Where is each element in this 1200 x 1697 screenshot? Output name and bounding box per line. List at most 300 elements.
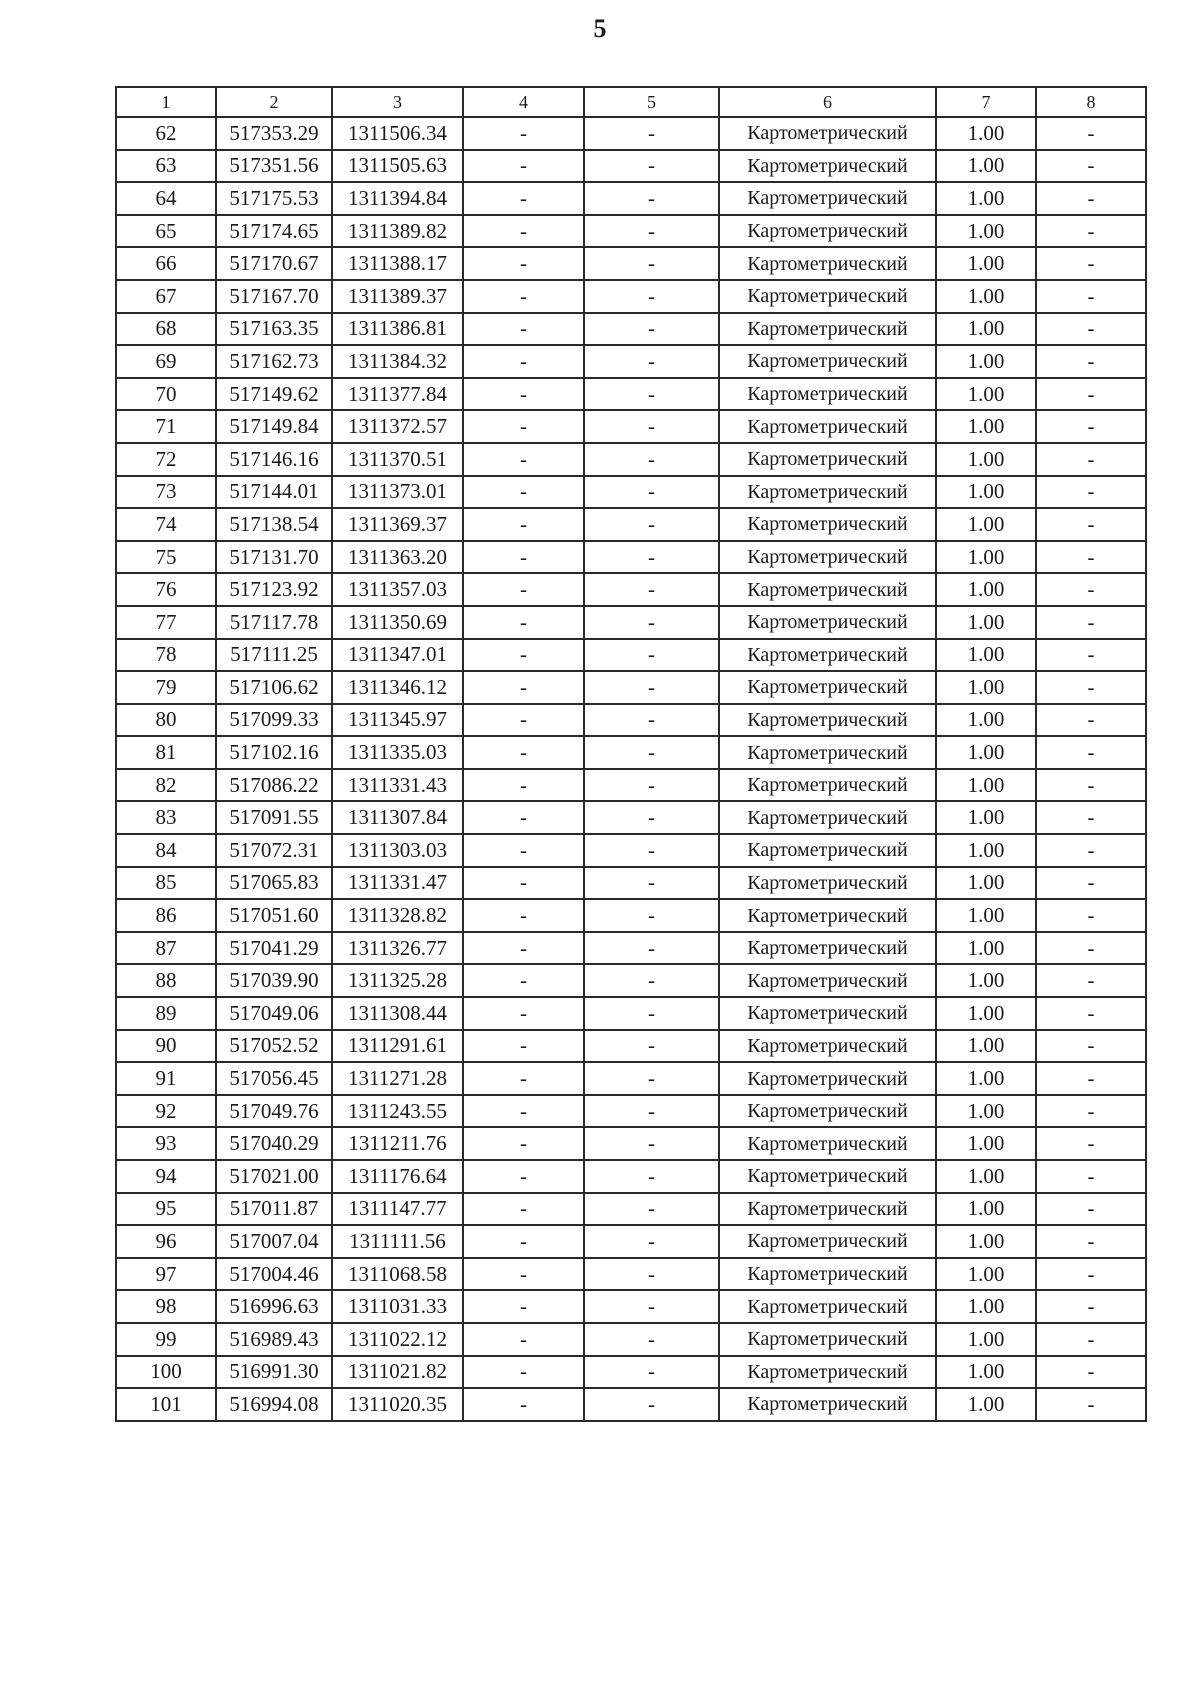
column-4-cell: - (463, 867, 584, 900)
method-cell: Картометрический (719, 801, 936, 834)
column-4-cell: - (463, 606, 584, 639)
x-coordinate-cell: 517174.65 (216, 215, 332, 248)
method-cell: Картометрический (719, 704, 936, 737)
column-8-cell: - (1036, 606, 1146, 639)
accuracy-cell: 1.00 (936, 932, 1036, 965)
column-8-cell: - (1036, 1193, 1146, 1226)
y-coordinate-cell: 1311021.82 (332, 1356, 463, 1389)
table-row (116, 704, 1146, 737)
method-cell: Картометрический (719, 150, 936, 183)
accuracy-cell: 1.00 (936, 997, 1036, 1030)
column-8-cell: - (1036, 769, 1146, 802)
point-number-cell: 70 (116, 378, 216, 411)
x-coordinate-cell: 517086.22 (216, 769, 332, 802)
coordinates-table (115, 86, 1147, 1422)
point-number-cell: 72 (116, 443, 216, 476)
y-coordinate-cell: 1311373.01 (332, 476, 463, 509)
x-coordinate-cell: 517011.87 (216, 1193, 332, 1226)
column-8-cell: - (1036, 1030, 1146, 1063)
y-coordinate-cell: 1311505.63 (332, 150, 463, 183)
point-number-cell: 78 (116, 639, 216, 672)
column-8-cell: - (1036, 899, 1146, 932)
column-5-cell: - (584, 1290, 719, 1323)
method-cell: Картометрический (719, 867, 936, 900)
y-coordinate-cell: 1311022.12 (332, 1323, 463, 1356)
column-5-cell: - (584, 1030, 719, 1063)
point-number-cell: 89 (116, 997, 216, 1030)
point-number-cell: 80 (116, 704, 216, 737)
column-4-cell: - (463, 1062, 584, 1095)
accuracy-cell: 1.00 (936, 541, 1036, 574)
column-4-cell: - (463, 769, 584, 802)
accuracy-cell: 1.00 (936, 899, 1036, 932)
method-cell: Картометрический (719, 1290, 936, 1323)
table-row (116, 215, 1146, 248)
column-8-cell: - (1036, 280, 1146, 313)
x-coordinate-cell: 517072.31 (216, 834, 332, 867)
point-number-cell: 90 (116, 1030, 216, 1063)
column-header-5: 5 (584, 87, 719, 117)
x-coordinate-cell: 517131.70 (216, 541, 332, 574)
column-5-cell: - (584, 932, 719, 965)
table-row (116, 573, 1146, 606)
method-cell: Картометрический (719, 1095, 936, 1128)
table-row (116, 378, 1146, 411)
x-coordinate-cell: 517049.06 (216, 997, 332, 1030)
x-coordinate-cell: 516996.63 (216, 1290, 332, 1323)
column-8-cell: - (1036, 704, 1146, 737)
column-8-cell: - (1036, 313, 1146, 346)
y-coordinate-cell: 1311331.47 (332, 867, 463, 900)
x-coordinate-cell: 517351.56 (216, 150, 332, 183)
table-row (116, 476, 1146, 509)
column-8-cell: - (1036, 378, 1146, 411)
column-5-cell: - (584, 410, 719, 443)
x-coordinate-cell: 517021.00 (216, 1160, 332, 1193)
point-number-cell: 66 (116, 247, 216, 280)
column-8-cell: - (1036, 573, 1146, 606)
table-row (116, 508, 1146, 541)
point-number-cell: 101 (116, 1388, 216, 1421)
x-coordinate-cell: 517091.55 (216, 801, 332, 834)
accuracy-cell: 1.00 (936, 834, 1036, 867)
y-coordinate-cell: 1311303.03 (332, 834, 463, 867)
method-cell: Картометрический (719, 671, 936, 704)
accuracy-cell: 1.00 (936, 410, 1036, 443)
accuracy-cell: 1.00 (936, 313, 1036, 346)
column-5-cell: - (584, 639, 719, 672)
point-number-cell: 69 (116, 345, 216, 378)
method-cell: Картометрический (719, 899, 936, 932)
accuracy-cell: 1.00 (936, 1127, 1036, 1160)
point-number-cell: 74 (116, 508, 216, 541)
column-5-cell: - (584, 345, 719, 378)
table-row (116, 899, 1146, 932)
y-coordinate-cell: 1311506.34 (332, 117, 463, 150)
method-cell: Картометрический (719, 476, 936, 509)
column-header-1: 1 (116, 87, 216, 117)
column-4-cell: - (463, 443, 584, 476)
column-5-cell: - (584, 1225, 719, 1258)
point-number-cell: 93 (116, 1127, 216, 1160)
column-5-cell: - (584, 247, 719, 280)
column-5-cell: - (584, 313, 719, 346)
column-5-cell: - (584, 117, 719, 150)
x-coordinate-cell: 517117.78 (216, 606, 332, 639)
y-coordinate-cell: 1311377.84 (332, 378, 463, 411)
column-8-cell: - (1036, 639, 1146, 672)
table-row (116, 1225, 1146, 1258)
column-8-cell: - (1036, 1388, 1146, 1421)
x-coordinate-cell: 517162.73 (216, 345, 332, 378)
table-row (116, 541, 1146, 574)
column-5-cell: - (584, 1323, 719, 1356)
column-4-cell: - (463, 1290, 584, 1323)
x-coordinate-cell: 517149.84 (216, 410, 332, 443)
column-5-cell: - (584, 573, 719, 606)
method-cell: Картометрический (719, 313, 936, 346)
y-coordinate-cell: 1311328.82 (332, 899, 463, 932)
column-4-cell: - (463, 1323, 584, 1356)
y-coordinate-cell: 1311372.57 (332, 410, 463, 443)
column-header-6: 6 (719, 87, 936, 117)
y-coordinate-cell: 1311345.97 (332, 704, 463, 737)
point-number-cell: 82 (116, 769, 216, 802)
x-coordinate-cell: 517049.76 (216, 1095, 332, 1128)
table-row (116, 1356, 1146, 1389)
column-8-cell: - (1036, 215, 1146, 248)
x-coordinate-cell: 517041.29 (216, 932, 332, 965)
column-8-cell: - (1036, 476, 1146, 509)
column-8-cell: - (1036, 443, 1146, 476)
x-coordinate-cell: 517123.92 (216, 573, 332, 606)
column-header-2: 2 (216, 87, 332, 117)
point-number-cell: 98 (116, 1290, 216, 1323)
method-cell: Картометрический (719, 410, 936, 443)
point-number-cell: 73 (116, 476, 216, 509)
point-number-cell: 83 (116, 801, 216, 834)
accuracy-cell: 1.00 (936, 182, 1036, 215)
accuracy-cell: 1.00 (936, 280, 1036, 313)
table-row (116, 801, 1146, 834)
table-row (116, 997, 1146, 1030)
column-4-cell: - (463, 247, 584, 280)
column-8-cell: - (1036, 1095, 1146, 1128)
column-8-cell: - (1036, 150, 1146, 183)
column-5-cell: - (584, 1258, 719, 1291)
accuracy-cell: 1.00 (936, 964, 1036, 997)
y-coordinate-cell: 1311020.35 (332, 1388, 463, 1421)
table-row (116, 410, 1146, 443)
column-5-cell: - (584, 671, 719, 704)
method-cell: Картометрический (719, 769, 936, 802)
column-4-cell: - (463, 378, 584, 411)
x-coordinate-cell: 517170.67 (216, 247, 332, 280)
column-4-cell: - (463, 997, 584, 1030)
point-number-cell: 68 (116, 313, 216, 346)
column-5-cell: - (584, 997, 719, 1030)
table-row (116, 834, 1146, 867)
column-5-cell: - (584, 606, 719, 639)
column-5-cell: - (584, 541, 719, 574)
method-cell: Картометрический (719, 247, 936, 280)
accuracy-cell: 1.00 (936, 736, 1036, 769)
column-header-7: 7 (936, 87, 1036, 117)
table-row (116, 280, 1146, 313)
accuracy-cell: 1.00 (936, 769, 1036, 802)
column-5-cell: - (584, 899, 719, 932)
column-8-cell: - (1036, 1225, 1146, 1258)
x-coordinate-cell: 516989.43 (216, 1323, 332, 1356)
y-coordinate-cell: 1311271.28 (332, 1062, 463, 1095)
x-coordinate-cell: 517056.45 (216, 1062, 332, 1095)
x-coordinate-cell: 517051.60 (216, 899, 332, 932)
table-row (116, 1160, 1146, 1193)
table-row (116, 1258, 1146, 1291)
column-5-cell: - (584, 1388, 719, 1421)
method-cell: Картометрический (719, 639, 936, 672)
method-cell: Картометрический (719, 1225, 936, 1258)
accuracy-cell: 1.00 (936, 508, 1036, 541)
y-coordinate-cell: 1311325.28 (332, 964, 463, 997)
table-row (116, 1388, 1146, 1421)
point-number-cell: 99 (116, 1323, 216, 1356)
x-coordinate-cell: 517039.90 (216, 964, 332, 997)
accuracy-cell: 1.00 (936, 247, 1036, 280)
point-number-cell: 87 (116, 932, 216, 965)
x-coordinate-cell: 517146.16 (216, 443, 332, 476)
y-coordinate-cell: 1311068.58 (332, 1258, 463, 1291)
x-coordinate-cell: 517149.62 (216, 378, 332, 411)
accuracy-cell: 1.00 (936, 704, 1036, 737)
column-4-cell: - (463, 150, 584, 183)
method-cell: Картометрический (719, 1127, 936, 1160)
page-number: 5 (593, 14, 607, 43)
table-row (116, 247, 1146, 280)
x-coordinate-cell: 517099.33 (216, 704, 332, 737)
method-cell: Картометрический (719, 378, 936, 411)
column-4-cell: - (463, 899, 584, 932)
x-coordinate-cell: 517102.16 (216, 736, 332, 769)
y-coordinate-cell: 1311370.51 (332, 443, 463, 476)
method-cell: Картометрический (719, 964, 936, 997)
x-coordinate-cell: 517007.04 (216, 1225, 332, 1258)
column-4-cell: - (463, 117, 584, 150)
column-header-8: 8 (1036, 87, 1146, 117)
table-row (116, 769, 1146, 802)
column-5-cell: - (584, 1127, 719, 1160)
y-coordinate-cell: 1311394.84 (332, 182, 463, 215)
column-5-cell: - (584, 1356, 719, 1389)
table-row (116, 606, 1146, 639)
column-4-cell: - (463, 736, 584, 769)
y-coordinate-cell: 1311243.55 (332, 1095, 463, 1128)
column-header-3: 3 (332, 87, 463, 117)
table-row (116, 345, 1146, 378)
column-4-cell: - (463, 1225, 584, 1258)
column-4-cell: - (463, 801, 584, 834)
method-cell: Картометрический (719, 573, 936, 606)
y-coordinate-cell: 1311369.37 (332, 508, 463, 541)
table-row (116, 150, 1146, 183)
column-4-cell: - (463, 964, 584, 997)
accuracy-cell: 1.00 (936, 801, 1036, 834)
method-cell: Картометрический (719, 345, 936, 378)
column-5-cell: - (584, 508, 719, 541)
method-cell: Картометрический (719, 280, 936, 313)
column-4-cell: - (463, 932, 584, 965)
column-5-cell: - (584, 1160, 719, 1193)
x-coordinate-cell: 517106.62 (216, 671, 332, 704)
column-8-cell: - (1036, 801, 1146, 834)
column-4-cell: - (463, 541, 584, 574)
point-number-cell: 62 (116, 117, 216, 150)
accuracy-cell: 1.00 (936, 1258, 1036, 1291)
accuracy-cell: 1.00 (936, 1388, 1036, 1421)
column-8-cell: - (1036, 508, 1146, 541)
column-4-cell: - (463, 182, 584, 215)
table-row (116, 182, 1146, 215)
table-row (116, 1127, 1146, 1160)
accuracy-cell: 1.00 (936, 215, 1036, 248)
x-coordinate-cell: 517111.25 (216, 639, 332, 672)
method-cell: Картометрический (719, 1356, 936, 1389)
method-cell: Картометрический (719, 117, 936, 150)
column-4-cell: - (463, 1388, 584, 1421)
table-row (116, 1193, 1146, 1226)
table-row (116, 117, 1146, 150)
method-cell: Картометрический (719, 508, 936, 541)
column-5-cell: - (584, 215, 719, 248)
y-coordinate-cell: 1311331.43 (332, 769, 463, 802)
y-coordinate-cell: 1311384.32 (332, 345, 463, 378)
column-5-cell: - (584, 150, 719, 183)
column-8-cell: - (1036, 736, 1146, 769)
x-coordinate-cell: 517353.29 (216, 117, 332, 150)
column-5-cell: - (584, 378, 719, 411)
point-number-cell: 96 (116, 1225, 216, 1258)
column-8-cell: - (1036, 997, 1146, 1030)
table-row (116, 671, 1146, 704)
column-8-cell: - (1036, 345, 1146, 378)
column-8-cell: - (1036, 1356, 1146, 1389)
method-cell: Картометрический (719, 443, 936, 476)
column-8-cell: - (1036, 410, 1146, 443)
column-8-cell: - (1036, 117, 1146, 150)
accuracy-cell: 1.00 (936, 345, 1036, 378)
accuracy-cell: 1.00 (936, 639, 1036, 672)
point-number-cell: 81 (116, 736, 216, 769)
column-4-cell: - (463, 280, 584, 313)
table-row (116, 639, 1146, 672)
column-4-cell: - (463, 671, 584, 704)
point-number-cell: 79 (116, 671, 216, 704)
method-cell: Картометрический (719, 1388, 936, 1421)
column-8-cell: - (1036, 182, 1146, 215)
column-8-cell: - (1036, 247, 1146, 280)
column-4-cell: - (463, 476, 584, 509)
y-coordinate-cell: 1311346.12 (332, 671, 463, 704)
column-8-cell: - (1036, 867, 1146, 900)
method-cell: Картометрический (719, 1323, 936, 1356)
column-header-4: 4 (463, 87, 584, 117)
y-coordinate-cell: 1311350.69 (332, 606, 463, 639)
column-5-cell: - (584, 704, 719, 737)
x-coordinate-cell: 517144.01 (216, 476, 332, 509)
column-5-cell: - (584, 1095, 719, 1128)
accuracy-cell: 1.00 (936, 867, 1036, 900)
table-row (116, 867, 1146, 900)
point-number-cell: 91 (116, 1062, 216, 1095)
y-coordinate-cell: 1311335.03 (332, 736, 463, 769)
x-coordinate-cell: 517065.83 (216, 867, 332, 900)
point-number-cell: 65 (116, 215, 216, 248)
method-cell: Картометрический (719, 1160, 936, 1193)
column-5-cell: - (584, 867, 719, 900)
point-number-cell: 97 (116, 1258, 216, 1291)
y-coordinate-cell: 1311307.84 (332, 801, 463, 834)
y-coordinate-cell: 1311357.03 (332, 573, 463, 606)
accuracy-cell: 1.00 (936, 1030, 1036, 1063)
method-cell: Картометрический (719, 606, 936, 639)
table-row (116, 736, 1146, 769)
point-number-cell: 77 (116, 606, 216, 639)
column-4-cell: - (463, 313, 584, 346)
column-5-cell: - (584, 182, 719, 215)
column-8-cell: - (1036, 1258, 1146, 1291)
accuracy-cell: 1.00 (936, 1323, 1036, 1356)
point-number-cell: 71 (116, 410, 216, 443)
method-cell: Картометрический (719, 1193, 936, 1226)
column-4-cell: - (463, 639, 584, 672)
y-coordinate-cell: 1311363.20 (332, 541, 463, 574)
accuracy-cell: 1.00 (936, 606, 1036, 639)
column-8-cell: - (1036, 1160, 1146, 1193)
point-number-cell: 64 (116, 182, 216, 215)
accuracy-cell: 1.00 (936, 1062, 1036, 1095)
accuracy-cell: 1.00 (936, 1193, 1036, 1226)
table-header-row (116, 87, 1146, 117)
column-8-cell: - (1036, 964, 1146, 997)
column-4-cell: - (463, 1356, 584, 1389)
column-5-cell: - (584, 1193, 719, 1226)
table-row (116, 1062, 1146, 1095)
table-row (116, 964, 1146, 997)
table-body (116, 117, 1146, 1421)
accuracy-cell: 1.00 (936, 150, 1036, 183)
column-4-cell: - (463, 410, 584, 443)
point-number-cell: 100 (116, 1356, 216, 1389)
accuracy-cell: 1.00 (936, 671, 1036, 704)
table-row (116, 1290, 1146, 1323)
table-row (116, 443, 1146, 476)
y-coordinate-cell: 1311031.33 (332, 1290, 463, 1323)
y-coordinate-cell: 1311176.64 (332, 1160, 463, 1193)
x-coordinate-cell: 517163.35 (216, 313, 332, 346)
x-coordinate-cell: 517175.53 (216, 182, 332, 215)
y-coordinate-cell: 1311326.77 (332, 932, 463, 965)
y-coordinate-cell: 1311347.01 (332, 639, 463, 672)
y-coordinate-cell: 1311388.17 (332, 247, 463, 280)
point-number-cell: 92 (116, 1095, 216, 1128)
column-4-cell: - (463, 704, 584, 737)
method-cell: Картометрический (719, 932, 936, 965)
column-5-cell: - (584, 443, 719, 476)
table-row (116, 1095, 1146, 1128)
accuracy-cell: 1.00 (936, 443, 1036, 476)
column-8-cell: - (1036, 541, 1146, 574)
accuracy-cell: 1.00 (936, 476, 1036, 509)
